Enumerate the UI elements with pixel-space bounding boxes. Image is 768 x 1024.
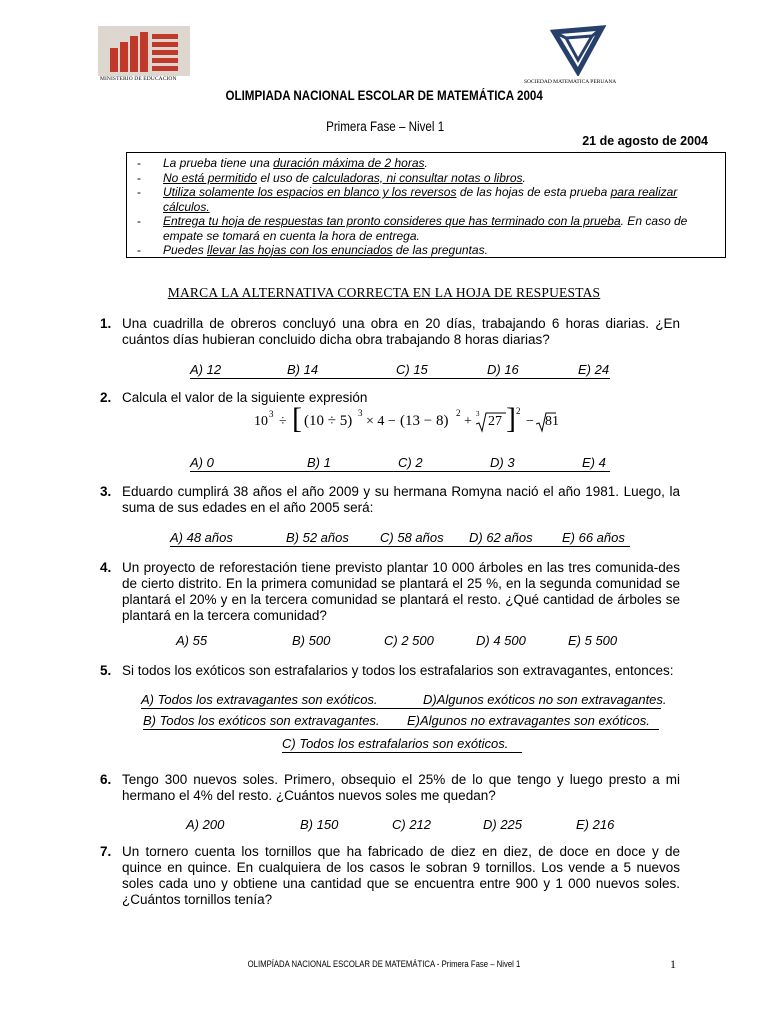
option-d: D) 3: [490, 455, 515, 470]
smp-logo: [520, 24, 640, 88]
option-e: E) 5 500: [568, 633, 618, 648]
option-d: D) 16: [487, 362, 519, 377]
rule-item: - La prueba tiene una duración máxima de 2 horas.: [137, 156, 428, 170]
question-text: Si todos los exóticos son estrafalarios y todos los estrafalarios son extravagantes, entonces:: [122, 663, 674, 678]
expr-sqrt-value: 81: [545, 414, 559, 429]
option-d: D) 4 500: [476, 633, 526, 648]
rule-item: - Entrega tu hoja de respuestas tan pronto consideres que has terminado con la prueba. En caso de empate se tomará en cuenta la hora de entrega.: [137, 214, 688, 243]
page-subtitle: Primera Fase – Nivel 1: [326, 119, 445, 134]
option-a: A) 200: [186, 817, 225, 832]
options-row: [176, 633, 636, 649]
options-row: [170, 530, 630, 547]
expr-inner-1: (10 ÷ 5): [304, 413, 353, 429]
option-b: B) 150: [300, 817, 339, 832]
option-c: C) 2: [398, 455, 423, 470]
option-c: C) 2 500: [384, 633, 434, 648]
expr-exp-2: 2: [456, 408, 461, 418]
options-row: [141, 692, 667, 709]
option-c: C) Todos los estrafalarios son exóticos.: [282, 736, 509, 751]
question-1: [100, 316, 680, 348]
rule-item: - Puedes llevar las hojas con los enunciados de las preguntas.: [137, 243, 488, 257]
question-text: Eduardo cumplirá 38 años el año 2009 y su hermana Romyna nació el año 1981. Luego, la suma de sus edades en el año 2005 será:: [122, 484, 680, 515]
expr-div: ÷: [279, 414, 287, 429]
instruction-heading: MARCA LA ALTERNATIVA CORRECTA EN LA HOJA DE RESPUESTAS: [167, 285, 601, 300]
ministerio-logo-emblem: [98, 26, 190, 76]
option-e: E) 216: [576, 817, 615, 832]
question-number: 5.: [100, 663, 112, 678]
question-number: 6.: [100, 772, 112, 787]
option-b: B) 500: [292, 633, 331, 648]
option-a: A) Todos los extravagantes son exóticos.: [141, 692, 378, 707]
expr-minus: −: [526, 414, 534, 429]
question-number: 4.: [100, 560, 112, 575]
rules-box: [126, 152, 726, 258]
question-text: Un tornero cuenta los tornillos que ha fabricado de diez en diez, de doce en doce y de quince en quince. En cualquiera de los casos le sobran 9 tornillos. Los vende a 5 nuevos soles cada uno y obtiene una cantidad que se encuentra entre 900 y 1 000 nuevos soles. ¿Cuántos tornillos tenía?: [122, 844, 680, 907]
expr-exp-1: 3: [358, 408, 363, 418]
question-6: [100, 772, 680, 804]
option-e: E) 24: [578, 362, 610, 377]
ministerio-emblem-icon: [98, 26, 190, 76]
option-e: E) 4: [582, 455, 606, 470]
options-row: [190, 362, 610, 379]
question-text: Una cuadrilla de obreros concluyó una obra en 20 días, trabajando 6 horas diarias. ¿En cuántos días hubieran concluido dicha obra trabajando 8 horas diarias?: [122, 316, 680, 347]
expr-exp-3: 2: [516, 406, 521, 416]
rule-item: - Utiliza solamente los espacios en blanco y los reversos de las hojas de esta prueba para realizar cálculos.: [137, 185, 678, 214]
option-c: C) 58 años: [380, 530, 444, 545]
option-c: C) 212: [392, 817, 432, 832]
option-a: A) 48 años: [170, 530, 233, 545]
expr-left-bracket: [: [292, 402, 302, 435]
option-a: A) 55: [176, 633, 208, 648]
question-5: [100, 663, 680, 679]
question-number: 3.: [100, 484, 112, 499]
smp-emblem-icon: [550, 24, 606, 76]
question-number: 1.: [100, 316, 112, 331]
question-3: [100, 484, 680, 516]
option-d: D) 225: [483, 817, 523, 832]
ministerio-logo-caption: MINISTERIO DE EDUCACION: [100, 76, 177, 82]
ministerio-logo: [98, 26, 192, 84]
expr-root-value: 27: [488, 414, 502, 429]
option-c: C) 15: [396, 362, 428, 377]
question-number: 7.: [100, 844, 112, 859]
page-footer: OLIMPÍADA NACIONAL ESCOLAR DE MATEMÁTICA - Primera Fase – Nivel 1: [247, 959, 521, 969]
question-text: Un proyecto de reforestación tiene previsto plantar 10 000 árboles en las tres comunida-des de cierto distrito. En la primera comunidad se plantará el 25 %, en la segunda comunidad se plantará el 20% y en la tercera comunidad se plantará el resto. ¿Qué cantidad de árboles se plantará en la tercera comunidad?: [122, 560, 680, 623]
expr-root-index: 3: [476, 410, 480, 418]
expr-plus: +: [464, 414, 472, 429]
math-expression: [254, 402, 559, 442]
options-row: [282, 736, 522, 753]
option-a: A) 0: [190, 455, 214, 470]
rule-item: - No está permitido el uso de calculadoras, ni consultar notas o libros.: [137, 170, 526, 185]
smp-logo-caption: SOCIEDAD MATEMATICA PERUANA: [524, 79, 617, 85]
question-4: [100, 560, 680, 624]
options-row: [186, 817, 636, 833]
expr-exponent: 3: [269, 409, 274, 419]
option-a: A) 12: [190, 362, 222, 377]
question-text: Calcula el valor de la siguiente expresión: [122, 390, 368, 405]
page-title: OLIMPIADA NACIONAL ESCOLAR DE MATEMÁTICA 2004: [225, 88, 543, 103]
question-number: 2.: [100, 390, 112, 405]
page-number: 1: [670, 957, 676, 971]
expr-base: 10: [254, 414, 268, 429]
expr-right-bracket: ]: [506, 402, 516, 435]
option-e: E) 66 años: [562, 530, 625, 545]
option-b: B) Todos los exóticos son extravagantes.: [143, 713, 380, 728]
option-b: B) 1: [307, 455, 331, 470]
options-row: [190, 455, 610, 472]
question-text: Tengo 300 nuevos soles. Primero, obsequio el 25% de lo que tengo y luego presto a mi hermano el 4% del resto. ¿Cuántos nuevos soles me quedan?: [122, 772, 680, 803]
option-d: D) 62 años: [469, 530, 533, 545]
expr-times: × 4 −: [366, 414, 396, 429]
option-e: E)Algunos no extravagantes son exóticos.: [407, 713, 650, 728]
option-d: D)Algunos exóticos no son extravagantes.: [423, 692, 667, 707]
question-2: [100, 390, 680, 406]
option-b: B) 14: [287, 362, 319, 377]
expr-inner-2: (13 − 8): [400, 413, 449, 429]
exam-date: 21 de agosto de 2004: [582, 134, 708, 148]
option-b: B) 52 años: [286, 530, 349, 545]
options-row: [143, 713, 659, 730]
question-7: [100, 844, 680, 908]
